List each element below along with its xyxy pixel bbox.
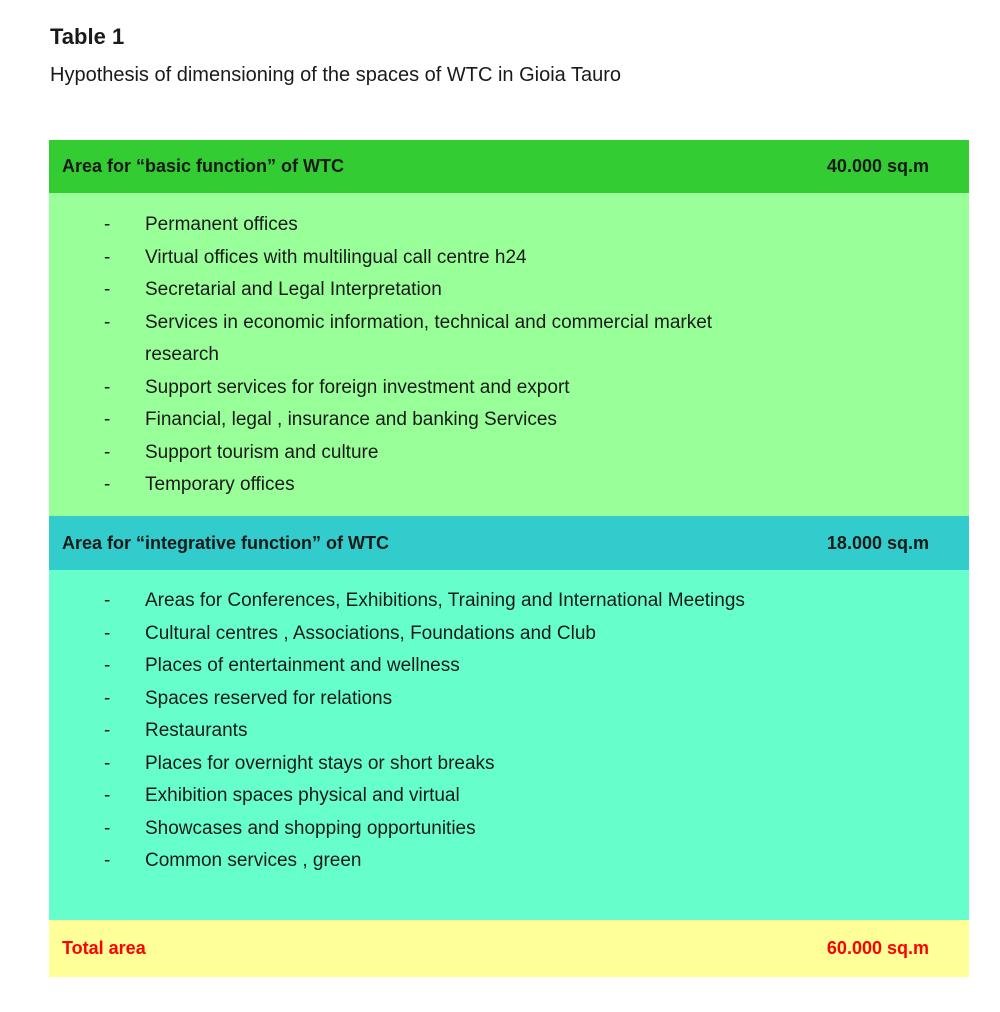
bullet-dash: -	[104, 850, 111, 871]
basic-function-list	[49, 209, 969, 502]
integrative-function-list	[49, 585, 969, 878]
list-item: - Exhibition spaces physical and virtual	[49, 780, 745, 813]
list-item: - Places for overnight stays or short breaks	[49, 748, 745, 781]
list-item: - Restaurants	[49, 715, 745, 748]
list-item: - Areas for Conferences, Exhibitions, Training and International Meetings	[49, 585, 745, 618]
total-area-row	[49, 920, 969, 977]
bullet-dash: -	[104, 785, 111, 806]
list-item: - Showcases and shopping opportunities	[49, 813, 745, 846]
list-item: - Permanent offices	[49, 209, 745, 242]
list-item: - Financial, legal , insurance and banking Services	[49, 404, 745, 437]
bullet-dash: -	[104, 720, 111, 741]
bullet-dash: -	[104, 817, 111, 839]
table-caption-subtitle: Hypothesis of dimensioning of the spaces of WTC in Gioia Tauro	[50, 64, 622, 86]
integrative-function-header-row	[49, 516, 969, 570]
integrative-function-label: Area for “integrative function” of WTC	[62, 533, 390, 553]
basic-function-label: Area for “basic function” of WTC	[62, 156, 345, 176]
bullet-dash: -	[104, 279, 111, 300]
total-area-label: Total area	[62, 938, 146, 958]
list-item: - Common services , green	[49, 845, 745, 878]
bullet-dash: -	[104, 246, 111, 268]
wtc-space-table	[49, 140, 969, 977]
list-item: - Secretarial and Legal Interpretation	[49, 274, 745, 307]
bullet-dash: -	[104, 409, 111, 430]
bullet-dash: -	[104, 474, 111, 495]
bullet-dash: -	[104, 622, 111, 644]
integrative-function-area: 18.000 sq.m	[826, 533, 929, 553]
bullet-dash: -	[104, 311, 111, 333]
basic-function-header-row	[49, 140, 969, 193]
list-item: - Temporary offices	[49, 469, 745, 502]
list-item: - Services in economic information, technical and commercial market research	[49, 307, 745, 372]
bullet-dash: -	[104, 214, 111, 235]
bullet-dash: -	[104, 441, 111, 463]
list-item: - Spaces reserved for relations	[49, 683, 745, 716]
table-caption-title: Table 1	[50, 24, 125, 49]
basic-function-body	[49, 193, 969, 516]
list-item: - Virtual offices with multilingual call centre h24	[49, 242, 745, 275]
basic-function-area: 40.000 sq.m	[826, 156, 929, 176]
total-area-value: 60.000 sq.m	[826, 938, 929, 958]
bullet-dash: -	[104, 655, 111, 676]
list-item: - Cultural centres , Associations, Foundations and Club	[49, 618, 745, 651]
bullet-dash: -	[104, 590, 111, 611]
bullet-dash: -	[104, 687, 111, 709]
list-item: - Support tourism and culture	[49, 437, 745, 470]
list-item: - Places of entertainment and wellness	[49, 650, 745, 683]
list-item: - Support services for foreign investment and export	[49, 372, 745, 405]
bullet-dash: -	[104, 376, 111, 398]
integrative-function-body	[49, 570, 969, 920]
bullet-dash: -	[104, 752, 111, 774]
